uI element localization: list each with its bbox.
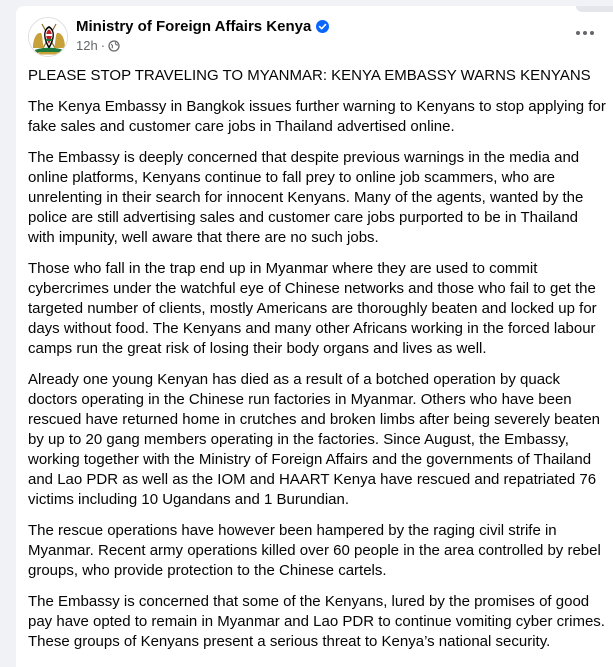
page-avatar[interactable] (28, 17, 68, 57)
more-dot (583, 31, 587, 35)
post-meta (76, 38, 120, 53)
meta-separator: · (100, 38, 106, 53)
globe-icon[interactable] (108, 40, 120, 52)
post-header (28, 17, 601, 61)
post-paragraph: Those who fall in the trap end up in Myanmar where they are used to commit cybercrimes under the watchful eye of Chinese networks and those who fail to get the targeted number of clients, mostly Americans are thoroughly beaten and locked up for days without food. The Kenyans and many other Africans working in the forced labour camps run the great risk of losing their body organs and lives as well. (28, 260, 597, 357)
post-card (16, 6, 613, 667)
post-timestamp[interactable]: 12h (76, 38, 98, 53)
more-dot (576, 31, 580, 35)
page-name-row (76, 18, 329, 35)
page-name-link[interactable]: Ministry of Foreign Affairs Kenya (76, 18, 312, 35)
post-paragraph: Already one young Kenyan has died as a result of a botched operation by quack doctors operating in the Chinese run factories in Myanmar. Others who have been rescued have returned home in crutches and broken limbs after being severely beaten by up to 20 gang members operating in the factories. Since August, the Embassy, working together with the Ministry of Foreign Affairs and the governments of Thailand and Lao PDR as well as the IOM and HAART Kenya have rescued and repatriated 76 victims including 10 Ugandans and 1 Burundian. (28, 371, 600, 508)
post-paragraph: The Embassy is concerned that some of the Kenyans, lured by the promises of good pay have opted to remain in Myanmar and Lao PDR to continue vomiting cyber crimes. These groups of Kenyans present a serious threat to Kenya’s national security. (28, 593, 605, 650)
coat-of-arms-logo (29, 18, 68, 57)
top-action-button[interactable] (576, 6, 613, 12)
post-body (28, 66, 606, 663)
more-options-icon[interactable] (569, 21, 601, 45)
post-paragraph: The Embassy is deeply concerned that despite previous warnings in the media and online platforms, Kenyans continue to fall prey to online job scammers, who are unrelenting in their search for innocent Kenyans. Many of the agents, wanted by the police are still advertising sales and customer care jobs purported to be in Thailand with impunity, well aware that there are no such jobs. (28, 149, 584, 246)
more-dot (590, 31, 594, 35)
post-headline: PLEASE STOP TRAVELING TO MYANMAR: KENYA EMBASSY WARNS KENYANS (28, 67, 591, 84)
verified-badge-icon (316, 20, 329, 33)
post-paragraph: The Kenya Embassy in Bangkok issues further warning to Kenyans to stop applying for fake sales and customer care jobs in Thailand advertised online. (28, 98, 606, 135)
post-paragraph: The rescue operations have however been hampered by the raging civil strife in Myanmar. Recent army operations killed over 60 people in the area controlled by rebel groups, who provide protection to the Chinese cartels. (28, 522, 601, 579)
